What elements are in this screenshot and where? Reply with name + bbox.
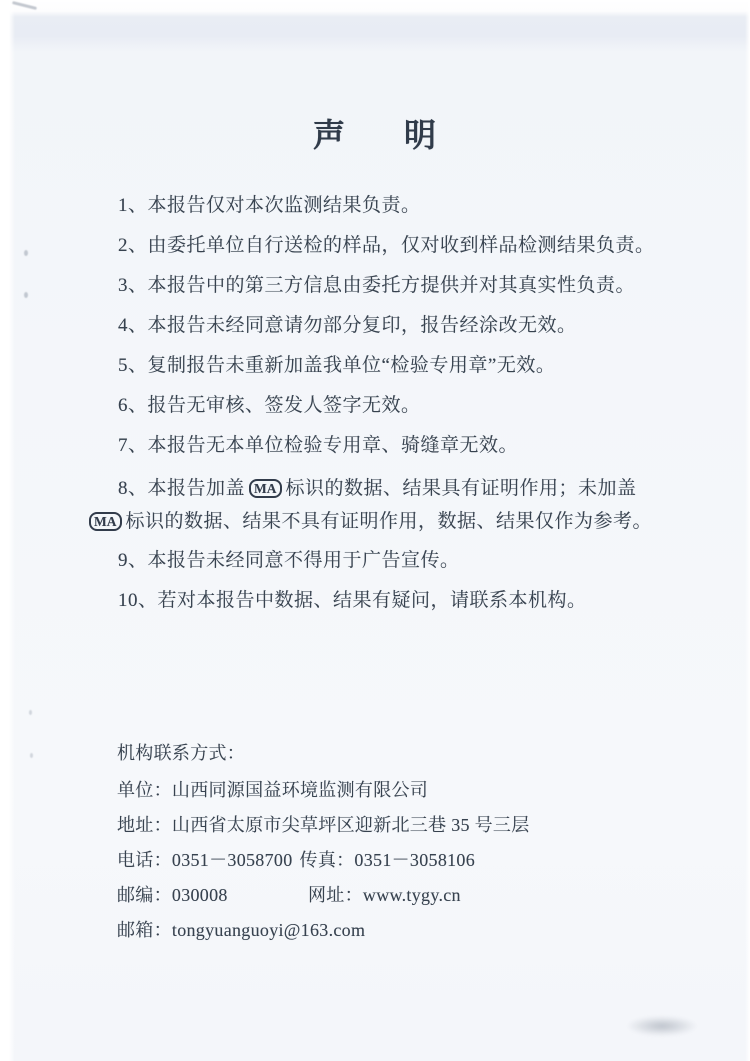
postcode-label: 邮编： [117,885,172,905]
website-value: www.tygy.cn [362,885,461,905]
cma-mark-icon [89,512,122,531]
declaration-item-6: 6、报告无审核、签发人签字无效。 [118,395,421,416]
unit-label: 单位： [117,780,172,800]
contact-block [117,742,657,954]
contact-row-address [117,814,657,836]
declaration-item-9: 9、本报告未经同意不得用于广告宣传。 [118,550,460,571]
declaration-list [85,192,675,627]
declaration-item-5: 5、复制报告未重新加盖我单位“检验专用章”无效。 [118,355,556,376]
phone-value: 0351－3058700 [171,850,293,870]
cma-mark-icon [249,479,282,498]
phone-label: 电话： [117,850,172,870]
declaration-item-8-text: 标识的数据、结果具有证明作用；未加盖 [285,478,637,499]
contact-row-phone-fax [117,849,657,871]
page-title [0,110,750,156]
scan-artifact-mark [12,1,37,10]
declaration-item-2: 2、由委托单位自行送检的样品，仅对收到样品检测结果负责。 [118,235,655,256]
declaration-item-8-text: 8、本报告加盖 [118,478,246,499]
contact-row-postcode-website [117,884,657,906]
unit-value: 山西同源国益环境监测有限公司 [171,780,429,800]
page-title-char: 明 [404,117,438,153]
contact-heading: 机构联系方式： [117,743,246,763]
cma-mark-label: MA [94,514,117,529]
contact-row-unit [117,779,657,801]
postcode-value: 030008 [171,885,228,905]
website-label: 网址： [308,885,363,905]
cma-mark-label: MA [254,481,277,496]
declaration-item-1: 1、本报告仅对本次监测结果负责。 [118,195,421,216]
page-title-char: 声 [312,117,346,153]
contact-row-email [117,919,657,941]
scan-artifact-speck [24,250,28,256]
declaration-item-8 [85,472,675,538]
fax-label: 传真： [299,850,355,870]
declaration-item-10: 10、若对本报告中数据、结果有疑问，请联系本机构。 [118,590,587,611]
declaration-item-3: 3、本报告中的第三方信息由委托方提供并对其真实性负责。 [118,275,636,296]
declaration-item-8-text: 标识的数据、结果不具有证明作用，数据、结果仅作为参考。 [125,511,653,532]
email-value: tongyuanguoyi@163.com [171,920,366,940]
scan-artifact-speck [29,710,32,715]
address-label: 地址： [117,815,172,835]
address-value: 山西省太原市尖草坪区迎新北三巷 35 号三层 [171,815,530,835]
fax-value: 0351－3058106 [354,850,476,870]
declaration-item-7: 7、本报告无本单位检验专用章、骑缝章无效。 [118,435,519,456]
website-group [308,884,461,906]
email-label: 邮箱： [117,920,172,940]
scan-artifact-smudge [626,1016,698,1036]
scan-artifact-speck [24,292,28,298]
scan-artifact-speck [30,753,33,758]
declaration-item-4: 4、本报告未经同意请勿部分复印，报告经涂改无效。 [118,315,577,336]
